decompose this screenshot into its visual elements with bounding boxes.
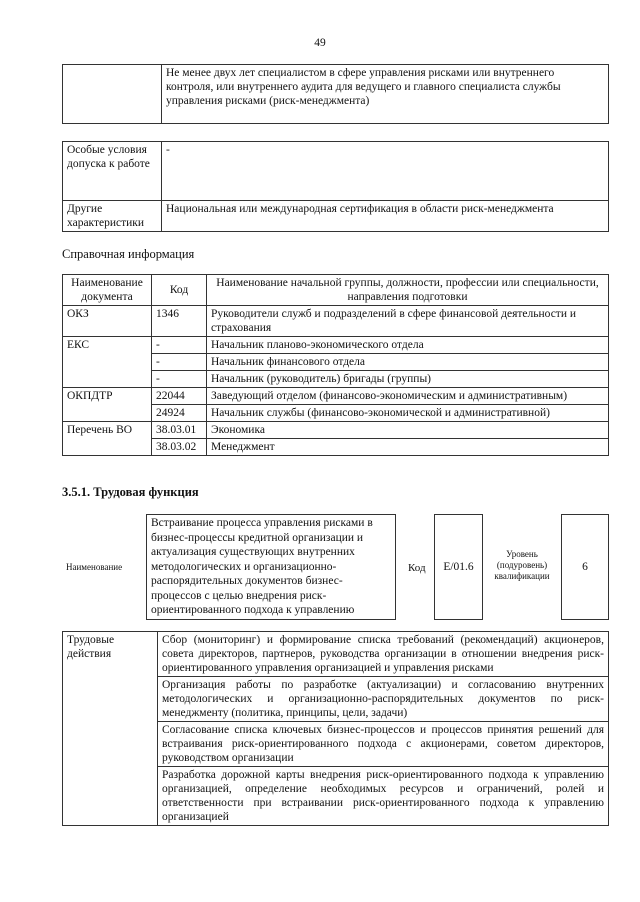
header-code: Код <box>152 275 207 306</box>
ref-code: 24924 <box>152 405 207 422</box>
page-number: 49 <box>314 37 326 49</box>
special-conditions-label: Особые условия допуска к работе <box>63 142 162 201</box>
header-document: Наименование документа <box>63 275 152 306</box>
reference-table <box>62 274 609 456</box>
ref-doc: ЕКС <box>63 337 152 388</box>
function-code: E/01.6 <box>434 514 483 620</box>
code-label: Код <box>408 562 426 574</box>
action-item: Сбор (мониторинг) и формирование списка требований (рекомендаций) акционеров, совета директоров, партнеров, руководства организации в отношении внедрения риск-ориентированного управления организацией и управления рисками <box>158 632 609 677</box>
ref-code: - <box>152 337 207 354</box>
action-item: Согласование списка ключевых бизнес-процессов и процессов принятия решений для встраивания риск-ориентированного подхода с акционерами, советом директоров, руководством организации <box>158 722 609 767</box>
ref-name: Заведующий отделом (финансово-экономическим и административным) <box>207 388 609 405</box>
ref-name: Менеджмент <box>207 439 609 456</box>
header-name: Наименование начальной группы, должности, профессии или специальности, направления подготовки <box>207 275 609 306</box>
name-label: Наименование <box>66 562 123 572</box>
level-label: Уровень (подуровень) квалификации <box>494 549 550 581</box>
ref-doc: ОКПДТР <box>63 388 152 422</box>
reference-heading: Справочная информация <box>62 247 195 261</box>
action-item: Организация работы по разработке (актуализации) и согласованию внутренних методологических и организационно-распорядительных документов по риск-менеджменту (политика, принципы, цели, задачи) <box>158 677 609 722</box>
ref-name: Начальник службы (финансово-экономической и административной) <box>207 405 609 422</box>
ref-code: 1346 <box>152 306 207 337</box>
ref-code: - <box>152 371 207 388</box>
action-item: Разработка дорожной карты внедрения риск-ориентированного подхода к управлению организацией, определение необходимых ресурсов и ограничений, ролей и ответственности при встраивании риск-ориентированного подхода к управлению организацией <box>158 767 609 826</box>
ref-code: 22044 <box>152 388 207 405</box>
conditions-table <box>62 141 609 232</box>
ref-code: 38.03.02 <box>152 439 207 456</box>
experience-text: Не менее двух лет специалистом в сфере управления рисками или внутреннего контроля, или внутреннего аудита для ведущего и главного специалиста службы управления рисками (риск-менеджмента) <box>162 65 609 124</box>
ref-doc: ОКЗ <box>63 306 152 337</box>
ref-doc: Перечень ВО <box>63 422 152 456</box>
actions-table <box>62 631 609 826</box>
actions-label: Трудовые действия <box>63 632 158 826</box>
ref-code: - <box>152 354 207 371</box>
experience-table <box>62 64 609 124</box>
qualification-level: 6 <box>561 514 609 620</box>
ref-code: 38.03.01 <box>152 422 207 439</box>
ref-name: Начальник планово-экономического отдела <box>207 337 609 354</box>
other-characteristics-value: Национальная или международная сертификация в области риск-менеджмента <box>162 201 609 232</box>
other-characteristics-label: Другие характеристики <box>63 201 162 232</box>
ref-name: Руководители служб и подразделений в сфере финансовой деятельности и страхования <box>207 306 609 337</box>
experience-label-cell <box>63 65 162 124</box>
function-name: Встраивание процесса управления рисками в бизнес-процессы кредитной организации и актуализация существующих внутренних методологических и организационно-распорядительных документов бизнес-процессов с целью внедрения риск-ориентированного подхода к управлению <box>146 514 396 620</box>
ref-name: Начальник (руководитель) бригады (группы) <box>207 371 609 388</box>
section-title: 3.5.1. Трудовая функция <box>62 485 199 499</box>
ref-name: Экономика <box>207 422 609 439</box>
special-conditions-value: - <box>162 142 609 201</box>
ref-name: Начальник финансового отдела <box>207 354 609 371</box>
